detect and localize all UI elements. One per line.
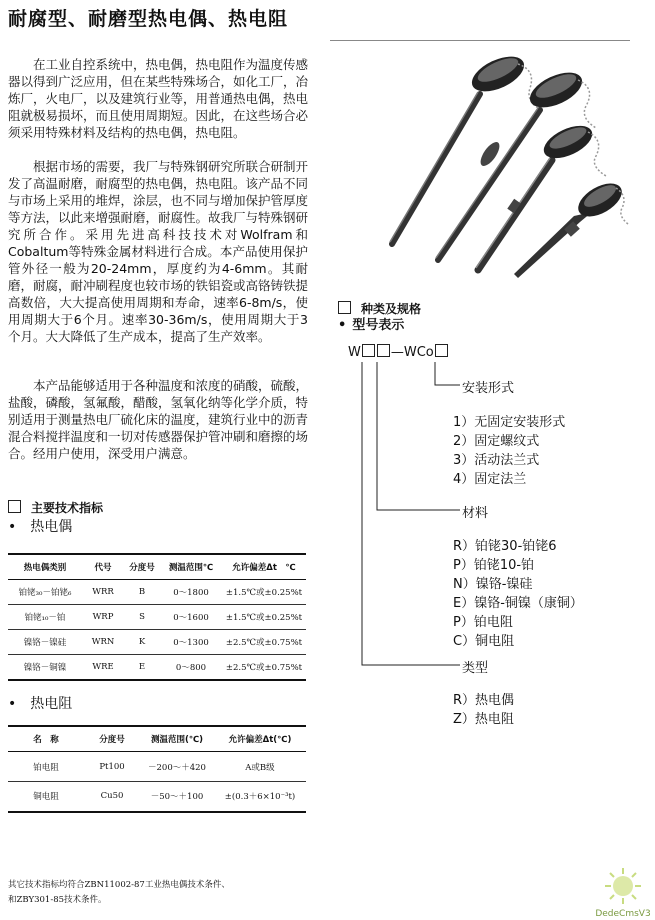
table-cell: 0～1600 [160, 605, 222, 630]
checkbox-square-icon [8, 500, 21, 513]
table-cell: Pt100 [84, 752, 140, 782]
type-label: 类型 [462, 661, 489, 676]
bullet-icon: • [8, 519, 17, 535]
development-paragraph [8, 158, 308, 345]
rtd-table [8, 725, 306, 813]
bullet-icon: • [338, 318, 347, 333]
table-row [8, 752, 306, 782]
footer-note-1: 其它技术指标均符合ZBN11002-87工业热电偶技术条件、 [8, 880, 230, 890]
list-item: P）铂铑10-铂 [453, 558, 535, 573]
intro-paragraph [8, 56, 308, 141]
table-cell: 0～800 [160, 655, 222, 681]
code-prefix: W [348, 345, 361, 360]
model-subheading: • 型号表示 [338, 318, 405, 333]
spec-section-heading: 主要技术指标 [8, 497, 103, 516]
table-cell: ±1.5℃或±0.25%t [222, 605, 306, 630]
list-item: 2）固定螺纹式 [453, 434, 540, 449]
table-cell: WRN [82, 630, 124, 655]
table-header-cell: 分度号 [124, 554, 160, 580]
paragraph-2: 根据市场的需要，我厂与特殊钢研究所联合研制开发了高温耐磨，耐腐型的热电偶，热电阻。该产品不同与市场上采用的堆焊，涂层，也不同与增加保护管厚度等方法，以此来增强耐磨，耐腐性。故我厂与特殊钢研究所合作。采用先进高科技技术对Wolfram和Cobaltum等特殊金属材料进行合成。本产品使用保护管外径一般为20-24mm，厚度约为4-6mm。其耐磨，耐腐，耐冲刷程度也较市场的铁铝瓷或高铬铸铁提高数倍，大大提高使用周期和寿命，速率6-8m/s，使用周期大于6个月。速率30-36m/s，使用周期大于3个月。大大降低了生产成本，提高了生产效率。 [8, 159, 309, 344]
table-header-cell: 热电偶类别 [8, 554, 82, 580]
checkbox-square-icon [338, 301, 351, 314]
watermark-text: DedeCmsV3 [595, 909, 651, 918]
application-paragraph [8, 377, 308, 462]
code-box-1 [362, 344, 375, 357]
table-header-row [8, 554, 306, 580]
table-cell: S [124, 605, 160, 630]
product-photo [330, 52, 630, 282]
table-cell: 铜电阻 [8, 782, 84, 812]
table-cell: E [124, 655, 160, 681]
list-item: P）铂电阻 [453, 615, 513, 630]
header-rule [330, 40, 630, 41]
rtd-heading: • 热电阻 [8, 696, 73, 712]
list-item: R）热电偶 [453, 693, 515, 708]
table-row [8, 605, 306, 630]
table-cell: WRE [82, 655, 124, 681]
table-row [8, 580, 306, 605]
list-item: N）镍铬-镍硅 [453, 577, 533, 592]
table-row [8, 630, 306, 655]
table-cell: WRP [82, 605, 124, 630]
table-header-cell: 允许偏差Δt ℃ [222, 554, 306, 580]
list-item: C）铜电阻 [453, 634, 515, 649]
table-cell: 铂铑₁₀－铂 [8, 605, 82, 630]
table-cell: ±(0.3＋6×10⁻³t) [214, 782, 306, 812]
list-item: 3）活动法兰式 [453, 453, 540, 468]
table-cell: ±2.5℃或±0.75%t [222, 630, 306, 655]
table-cell: 镍铬－铜镍 [8, 655, 82, 681]
footer-note-2: 和ZBY301-85技术条件。 [8, 895, 107, 905]
install-label: 安装形式 [462, 381, 515, 396]
list-item: 4）固定法兰 [453, 472, 527, 487]
material-options-list [453, 537, 583, 651]
type-options-list [453, 691, 514, 729]
table-row [8, 655, 306, 681]
table-cell: ±2.5℃或±0.75%t [222, 655, 306, 681]
table-cell: 0～1800 [160, 580, 222, 605]
install-options-list [453, 413, 565, 489]
thermocouple-table [8, 553, 306, 681]
table-header-cell: 测温范围(℃) [140, 726, 214, 752]
code-box-2 [377, 344, 390, 357]
table-cell: －200～＋420 [140, 752, 214, 782]
dedecms-logo [594, 866, 652, 918]
code-middle: —WCo [390, 345, 434, 360]
thermocouple-heading: • 热电偶 [8, 519, 73, 535]
bullet-icon: • [8, 696, 17, 712]
material-label: 材料 [462, 506, 489, 521]
table-cell: ±1.5℃或±0.25%t [222, 580, 306, 605]
table-header-cell: 允许偏差Δt(℃) [214, 726, 306, 752]
table-header-cell: 名 称 [8, 726, 84, 752]
table-row [8, 782, 306, 812]
list-item: 1）无固定安装形式 [453, 415, 566, 430]
table-cell: B [124, 580, 160, 605]
page-title: 耐腐型、耐磨型热电偶、热电阻 [8, 8, 289, 30]
list-item: Z）热电阻 [453, 712, 514, 727]
table-cell: A或B级 [214, 752, 306, 782]
list-item: E）镍铬-铜镍（康铜） [453, 596, 583, 611]
table-cell: 0～1300 [160, 630, 222, 655]
table-cell: －50～＋100 [140, 782, 214, 812]
model-section-heading: 种类及规格 [338, 298, 421, 317]
table-cell: 镍铬－镍硅 [8, 630, 82, 655]
paragraph-3: 本产品能够适用于各种温度和浓度的硝酸，硫酸，盐酸，磷酸，氢氟酸，醋酸，氢氧化纳等化学介质，特别适用于测量热电厂硫化床的温度，建筑行业中的沥青混合料搅拌温度和一切对传感器保护管冲刷和磨擦的场合。经用户使用，深受用户满意。 [8, 378, 309, 461]
list-item: R）铂铑30-铂铑6 [453, 539, 557, 554]
table-cell: Cu50 [84, 782, 140, 812]
model-bracket-lines [340, 360, 460, 670]
paragraph-1: 在工业自控系统中，热电偶，热电阻作为温度传感器以得到广泛应用，但在某些特殊场合，如化工厂，冶炼厂，火电厂，以及建筑行业等，用普通热电偶，热电阻就极易损坏，而且使用周期短。因此，在这些场合必须采用特殊材料及结构的热电偶，热电阻。 [8, 57, 309, 140]
table-header-cell: 分度号 [84, 726, 140, 752]
code-box-3 [435, 344, 448, 357]
table-header-cell: 代号 [82, 554, 124, 580]
table-cell: WRR [82, 580, 124, 605]
table-cell: K [124, 630, 160, 655]
table-cell: 铂铑₃₀－铂铑₆ [8, 580, 82, 605]
table-cell: 铂电阻 [8, 752, 84, 782]
table-header-cell: 测温范围℃ [160, 554, 222, 580]
model-code [348, 344, 449, 360]
table-header-row [8, 726, 306, 752]
